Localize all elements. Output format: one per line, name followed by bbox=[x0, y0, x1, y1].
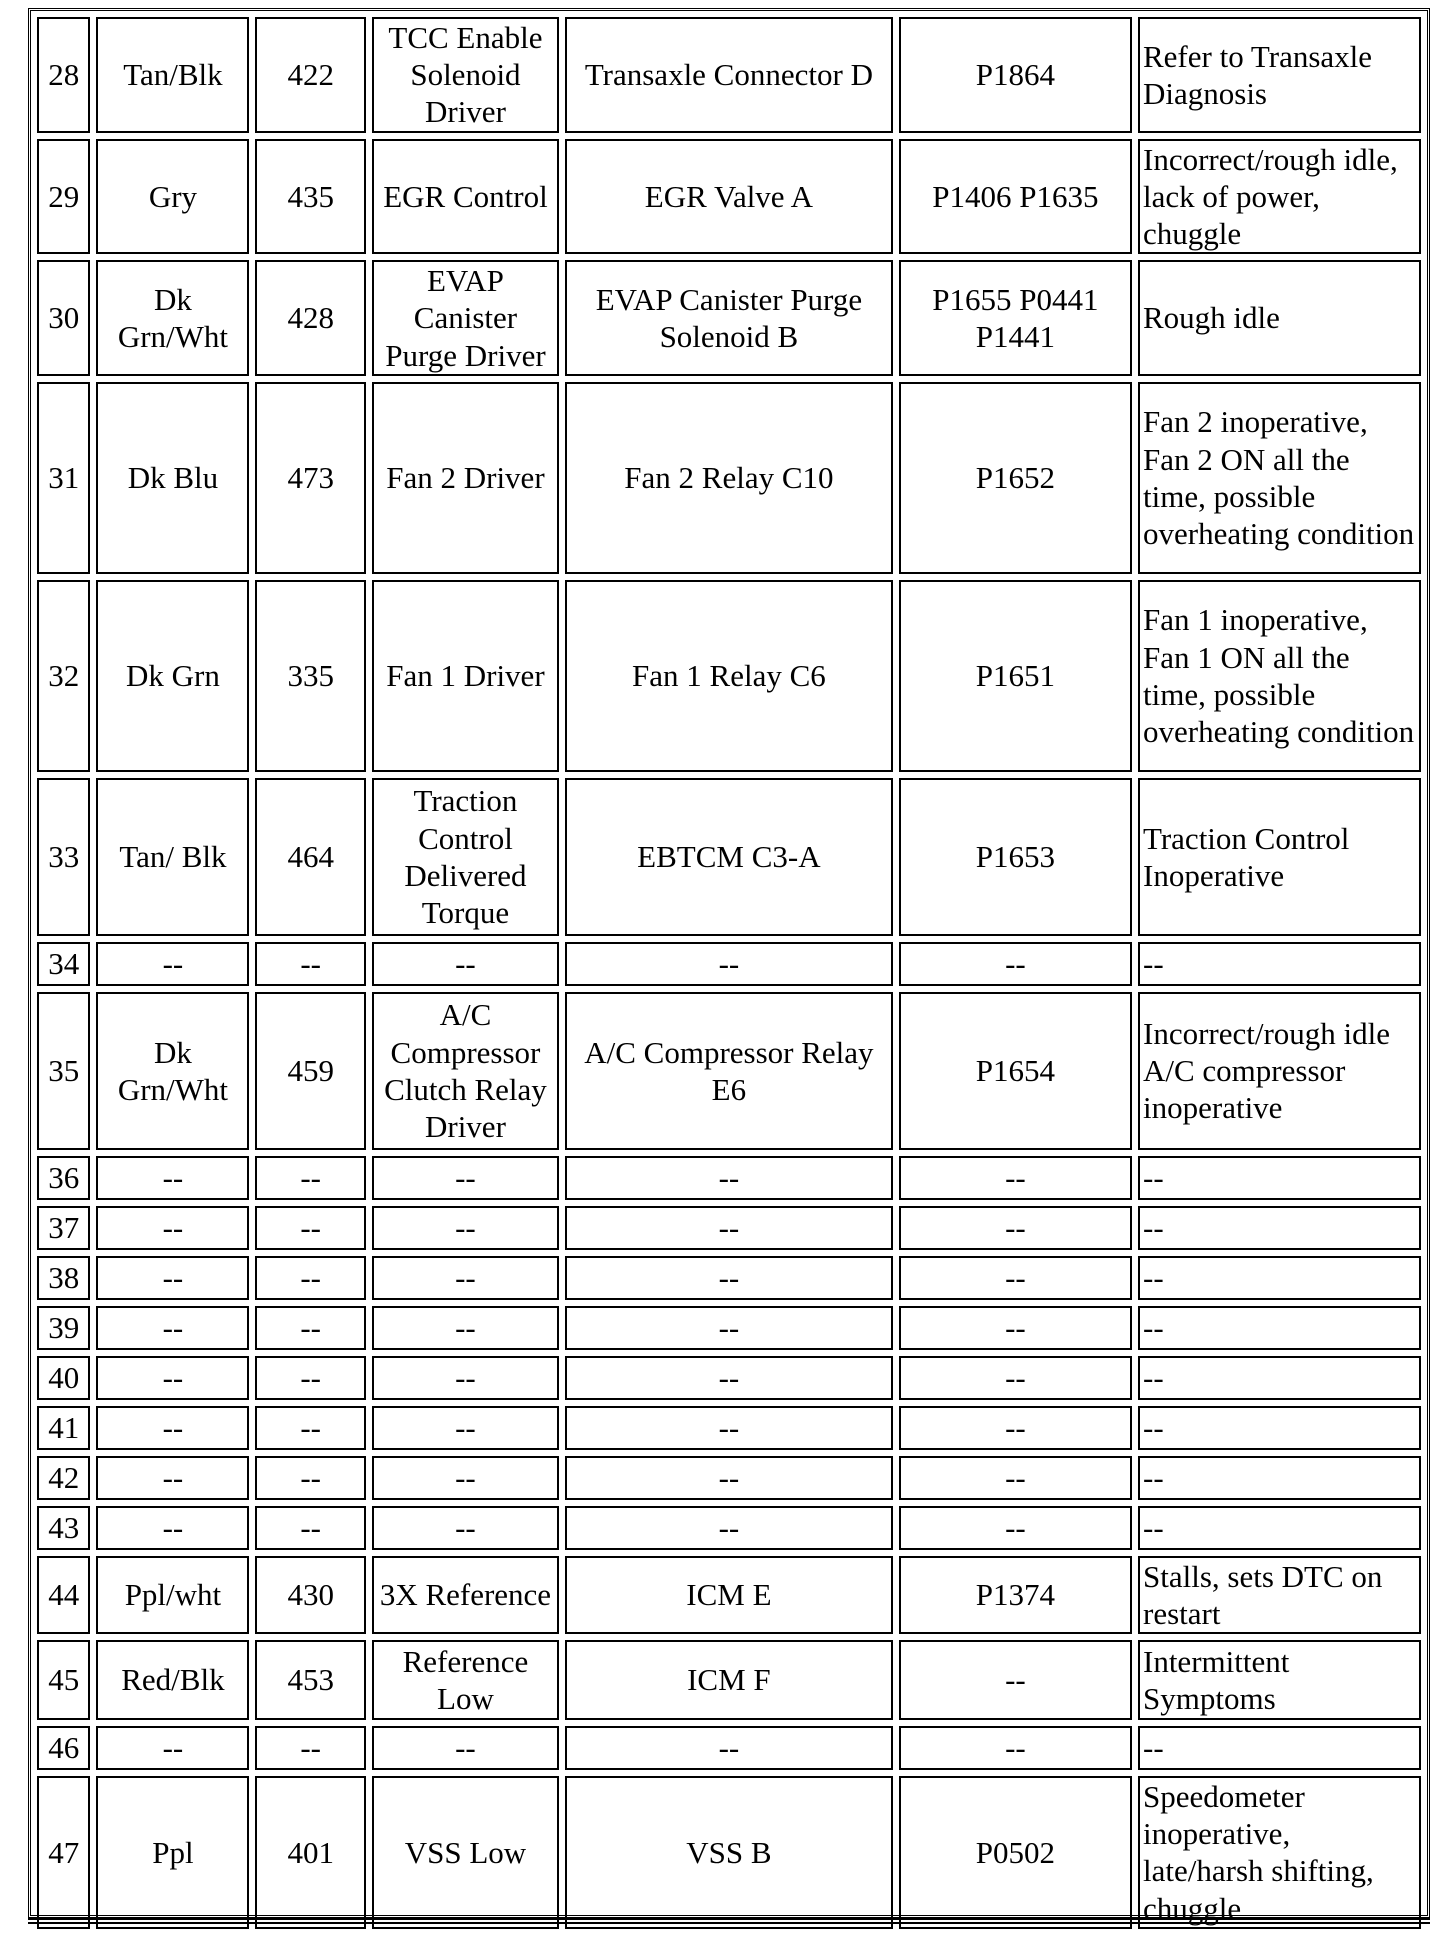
function-cell: 3X Reference bbox=[372, 1556, 559, 1634]
table-row bbox=[37, 992, 1421, 1150]
symptom-cell: Speedometer inoperative, late/harsh shifting, chuggle bbox=[1138, 1776, 1421, 1929]
circuit-cell: -- bbox=[255, 1506, 366, 1550]
table-row bbox=[37, 580, 1421, 772]
function-cell: EVAP Canister Purge Driver bbox=[372, 260, 559, 376]
symptom-cell: -- bbox=[1138, 942, 1421, 986]
table-row bbox=[37, 1776, 1421, 1929]
symptom-cell: Refer to Transaxle Diagnosis bbox=[1138, 17, 1421, 133]
dtc-cell: -- bbox=[899, 1356, 1132, 1400]
symptom-cell: Incorrect/rough idle, lack of power, chuggle bbox=[1138, 139, 1421, 255]
pin-cell: 45 bbox=[37, 1640, 90, 1720]
pin-cell: 41 bbox=[37, 1406, 90, 1450]
table-row bbox=[37, 260, 1421, 376]
symptom-cell: Rough idle bbox=[1138, 260, 1421, 376]
wire-color-cell: Ppl bbox=[96, 1776, 249, 1929]
symptom-cell: -- bbox=[1138, 1456, 1421, 1500]
dtc-cell: P0502 bbox=[899, 1776, 1132, 1929]
function-cell: Fan 1 Driver bbox=[372, 580, 559, 772]
dtc-cell: P1864 bbox=[899, 17, 1132, 133]
wire-color-cell: -- bbox=[96, 1306, 249, 1350]
wire-color-cell: -- bbox=[96, 1406, 249, 1450]
symptom-cell: -- bbox=[1138, 1256, 1421, 1300]
table-row bbox=[37, 1456, 1421, 1500]
circuit-cell: -- bbox=[255, 1206, 366, 1250]
wire-color-cell: -- bbox=[96, 1506, 249, 1550]
wire-color-cell: Dk Blu bbox=[96, 382, 249, 574]
component-cell: -- bbox=[565, 1506, 893, 1550]
dtc-cell: -- bbox=[899, 1406, 1132, 1450]
dtc-cell: P1406 P1635 bbox=[899, 139, 1132, 255]
dtc-cell: -- bbox=[899, 1506, 1132, 1550]
table-row bbox=[37, 1640, 1421, 1720]
circuit-cell: 453 bbox=[255, 1640, 366, 1720]
function-cell: -- bbox=[372, 1306, 559, 1350]
component-cell: Fan 1 Relay C6 bbox=[565, 580, 893, 772]
table-row bbox=[37, 778, 1421, 936]
circuit-cell: 435 bbox=[255, 139, 366, 255]
symptom-cell: -- bbox=[1138, 1506, 1421, 1550]
symptom-cell: Intermittent Symptoms bbox=[1138, 1640, 1421, 1720]
pinout-table bbox=[31, 11, 1427, 1935]
dtc-cell: -- bbox=[899, 1456, 1132, 1500]
table-row bbox=[37, 139, 1421, 255]
component-cell: A/C Compressor Relay E6 bbox=[565, 992, 893, 1150]
component-cell: ICM E bbox=[565, 1556, 893, 1634]
component-cell: -- bbox=[565, 1726, 893, 1770]
function-cell: -- bbox=[372, 1206, 559, 1250]
circuit-cell: 428 bbox=[255, 260, 366, 376]
dtc-cell: -- bbox=[899, 1256, 1132, 1300]
component-cell: EVAP Canister Purge Solenoid B bbox=[565, 260, 893, 376]
wire-color-cell: Tan/Blk bbox=[96, 17, 249, 133]
component-cell: -- bbox=[565, 1156, 893, 1200]
circuit-cell: -- bbox=[255, 1256, 366, 1300]
pin-cell: 40 bbox=[37, 1356, 90, 1400]
pin-cell: 28 bbox=[37, 17, 90, 133]
pin-cell: 36 bbox=[37, 1156, 90, 1200]
pin-cell: 32 bbox=[37, 580, 90, 772]
table-row bbox=[37, 1556, 1421, 1634]
circuit-cell: -- bbox=[255, 1726, 366, 1770]
dtc-cell: -- bbox=[899, 1156, 1132, 1200]
symptom-cell: Fan 1 inoperative, Fan 1 ON all the time, possible overheating condition bbox=[1138, 580, 1421, 772]
component-cell: EBTCM C3-A bbox=[565, 778, 893, 936]
dtc-cell: P1374 bbox=[899, 1556, 1132, 1634]
dtc-cell: P1655 P0441 P1441 bbox=[899, 260, 1132, 376]
pin-cell: 39 bbox=[37, 1306, 90, 1350]
component-cell: -- bbox=[565, 1306, 893, 1350]
dtc-cell: P1652 bbox=[899, 382, 1132, 574]
table-row bbox=[37, 17, 1421, 133]
wire-color-cell: Dk Grn bbox=[96, 580, 249, 772]
component-cell: -- bbox=[565, 1356, 893, 1400]
component-cell: -- bbox=[565, 1256, 893, 1300]
bottom-rule bbox=[28, 1918, 1430, 1924]
symptom-cell: -- bbox=[1138, 1406, 1421, 1450]
symptom-cell: -- bbox=[1138, 1306, 1421, 1350]
pin-cell: 47 bbox=[37, 1776, 90, 1929]
wire-color-cell: -- bbox=[96, 1206, 249, 1250]
function-cell: -- bbox=[372, 1356, 559, 1400]
circuit-cell: -- bbox=[255, 1306, 366, 1350]
pin-cell: 34 bbox=[37, 942, 90, 986]
circuit-cell: 422 bbox=[255, 17, 366, 133]
table-row bbox=[37, 942, 1421, 986]
pin-cell: 44 bbox=[37, 1556, 90, 1634]
dtc-cell: -- bbox=[899, 1640, 1132, 1720]
function-cell: -- bbox=[372, 1726, 559, 1770]
function-cell: VSS Low bbox=[372, 1776, 559, 1929]
pin-cell: 46 bbox=[37, 1726, 90, 1770]
circuit-cell: 473 bbox=[255, 382, 366, 574]
dtc-cell: -- bbox=[899, 1206, 1132, 1250]
symptom-cell: Fan 2 inoperative, Fan 2 ON all the time, possible overheating condition bbox=[1138, 382, 1421, 574]
table-row bbox=[37, 1256, 1421, 1300]
dtc-cell: P1654 bbox=[899, 992, 1132, 1150]
table-row bbox=[37, 1306, 1421, 1350]
wire-color-cell: Dk Grn/Wht bbox=[96, 260, 249, 376]
component-cell: -- bbox=[565, 1206, 893, 1250]
function-cell: Fan 2 Driver bbox=[372, 382, 559, 574]
symptom-cell: -- bbox=[1138, 1206, 1421, 1250]
wire-color-cell: Tan/ Blk bbox=[96, 778, 249, 936]
circuit-cell: -- bbox=[255, 1406, 366, 1450]
table-row bbox=[37, 1156, 1421, 1200]
pin-cell: 43 bbox=[37, 1506, 90, 1550]
wire-color-cell: Dk Grn/Wht bbox=[96, 992, 249, 1150]
symptom-cell: Incorrect/rough idle A/C compressor inoperative bbox=[1138, 992, 1421, 1150]
table-row bbox=[37, 1506, 1421, 1550]
component-cell: EGR Valve A bbox=[565, 139, 893, 255]
circuit-cell: 459 bbox=[255, 992, 366, 1150]
function-cell: Traction Control Delivered Torque bbox=[372, 778, 559, 936]
table-row bbox=[37, 1356, 1421, 1400]
dtc-cell: -- bbox=[899, 1726, 1132, 1770]
circuit-cell: -- bbox=[255, 1156, 366, 1200]
circuit-cell: 464 bbox=[255, 778, 366, 936]
component-cell: -- bbox=[565, 942, 893, 986]
table-row bbox=[37, 382, 1421, 574]
circuit-cell: -- bbox=[255, 1356, 366, 1400]
pin-cell: 29 bbox=[37, 139, 90, 255]
function-cell: -- bbox=[372, 942, 559, 986]
circuit-cell: 430 bbox=[255, 1556, 366, 1634]
function-cell: -- bbox=[372, 1256, 559, 1300]
wire-color-cell: -- bbox=[96, 1456, 249, 1500]
dtc-cell: -- bbox=[899, 1306, 1132, 1350]
wire-color-cell: Gry bbox=[96, 139, 249, 255]
function-cell: EGR Control bbox=[372, 139, 559, 255]
pin-cell: 31 bbox=[37, 382, 90, 574]
component-cell: -- bbox=[565, 1406, 893, 1450]
symptom-cell: -- bbox=[1138, 1356, 1421, 1400]
component-cell: Fan 2 Relay C10 bbox=[565, 382, 893, 574]
circuit-cell: -- bbox=[255, 942, 366, 986]
function-cell: -- bbox=[372, 1456, 559, 1500]
function-cell: TCC Enable Solenoid Driver bbox=[372, 17, 559, 133]
pin-cell: 35 bbox=[37, 992, 90, 1150]
table-row bbox=[37, 1406, 1421, 1450]
pin-cell: 42 bbox=[37, 1456, 90, 1500]
function-cell: -- bbox=[372, 1156, 559, 1200]
component-cell: -- bbox=[565, 1456, 893, 1500]
wire-color-cell: -- bbox=[96, 1156, 249, 1200]
table-row bbox=[37, 1726, 1421, 1770]
component-cell: VSS B bbox=[565, 1776, 893, 1929]
wire-color-cell: Ppl/wht bbox=[96, 1556, 249, 1634]
component-cell: Transaxle Connector D bbox=[565, 17, 893, 133]
wire-color-cell: -- bbox=[96, 1356, 249, 1400]
function-cell: -- bbox=[372, 1406, 559, 1450]
function-cell: Reference Low bbox=[372, 1640, 559, 1720]
circuit-cell: 335 bbox=[255, 580, 366, 772]
function-cell: A/C Compressor Clutch Relay Driver bbox=[372, 992, 559, 1150]
function-cell: -- bbox=[372, 1506, 559, 1550]
component-cell: ICM F bbox=[565, 1640, 893, 1720]
circuit-cell: 401 bbox=[255, 1776, 366, 1929]
table-row bbox=[37, 1206, 1421, 1250]
symptom-cell: -- bbox=[1138, 1156, 1421, 1200]
wire-color-cell: -- bbox=[96, 1256, 249, 1300]
symptom-cell: -- bbox=[1138, 1726, 1421, 1770]
dtc-cell: P1653 bbox=[899, 778, 1132, 936]
symptom-cell: Traction Control Inoperative bbox=[1138, 778, 1421, 936]
pin-cell: 37 bbox=[37, 1206, 90, 1250]
dtc-cell: -- bbox=[899, 942, 1132, 986]
wire-color-cell: -- bbox=[96, 1726, 249, 1770]
wire-color-cell: -- bbox=[96, 942, 249, 986]
dtc-cell: P1651 bbox=[899, 580, 1132, 772]
circuit-cell: -- bbox=[255, 1456, 366, 1500]
pin-cell: 30 bbox=[37, 260, 90, 376]
wire-color-cell: Red/Blk bbox=[96, 1640, 249, 1720]
pin-cell: 33 bbox=[37, 778, 90, 936]
symptom-cell: Stalls, sets DTC on restart bbox=[1138, 1556, 1421, 1634]
pin-cell: 38 bbox=[37, 1256, 90, 1300]
